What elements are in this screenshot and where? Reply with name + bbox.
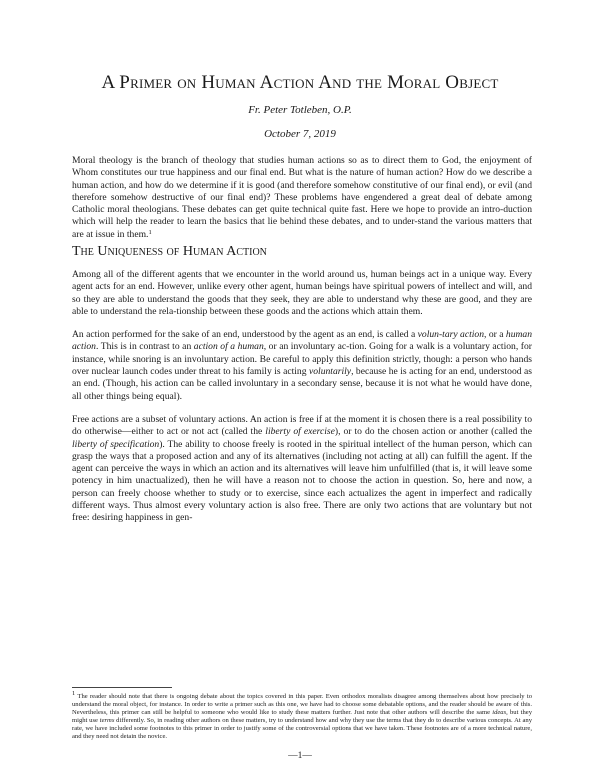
intro-text: Moral theology is the branch of theology that studies human actions so as to direct them to God, the enjoyment of Whom constitutes our true happiness and our final end. But what is the nature of human action? How do we describe a human action, and how do we determine if it is good (and therefore somehow constitutive of our final end), or evil (and therefore somehow destructive of our final end)? These problems have engendered a great deal of debate among Catholic moral theologians. These debates can get quite technical quite fast. Here we hope to provide an intro-duction which will help the reader to learn the basics that lie behind these debates, and to under-stand the various matters that are at issue in them. (72, 155, 532, 240)
emphasis-text: liberty of specification (72, 438, 160, 450)
document-title: A Primer on Human Action And the Moral Object (101, 72, 499, 93)
paragraph-text: , or a (484, 329, 506, 341)
footnote-emphasis: ideas (492, 709, 507, 717)
paragraph-text: , because he is acting for an end, understood as an end. (Though, his action can be called involuntary in a secondary sense, because it is not what he would have done, all other things being equal). (72, 366, 532, 402)
paragraph-text: ). The ability to choose freely is rooted in the spiritual intellect of the human person, which can grasp the ways that a proposed action and any of its alternatives (including not acting at all) can fulfill the agent. If the agent can perceive the ways in which an action and its alternatives will leave him unfulfilled (that is, it will leave some potency in him unactualized), then he will have a reason not to choose the action in question. So, here and now, a person can freely choose whether to study or to exercise, since each actualizes the agent in imperfect and radically different ways. Thus almost every voluntary action is also free. There are only two actions that are voluntary but not free: desiring happiness in gen- (72, 438, 532, 524)
footnote-mark: 1 (72, 690, 76, 697)
intro-block (72, 155, 532, 252)
footnote (72, 690, 532, 742)
footnote-reference[interactable]: 1 (148, 228, 152, 236)
paragraph-text: An action performed for the sake of an end, understood by the agent as an end, is called a (72, 329, 418, 341)
footnote-divider (72, 687, 172, 688)
intro-paragraph (72, 155, 532, 241)
footnote-emphasis: terms (99, 717, 115, 725)
emphasis-text: human action (72, 329, 533, 353)
paragraph-text: . This is in contrast to an (95, 341, 194, 353)
section-heading: The Uniqueness of Human Action (72, 244, 267, 259)
paragraph-uniqueness: Among all of the different agents that we encounter in the world around us, human beings act in a unique way. Every agent acts for an end. However, unlike every other agent, human beings have spiritual powers of intellect and will, and so they are able to understand the goods that they seek, they are able to understand why these are good, and they are able to understand the rela-tionship between these goods and the actions which attain them. (72, 269, 532, 317)
footnote-text: The reader should note that there is ongoing debate about the topics covered in this paper. Even orthodox moralists disagree among themselves about how precisely to understand the moral object, for instance. In order to write a primer such as this one, we have had to choose some debatable options, and the reader should be aware of this. Nevertheless, this primer can still be helpful to someone who would like to study these matters further. Just note that other authors will describe the same (72, 693, 532, 717)
paragraph-text: Free actions are a subset of voluntary actions. An action is free if at the moment it is chosen there is a real possibility to do otherwise—either to act or not act (called the (72, 413, 532, 438)
emphasis-text: liberty of exercise (265, 426, 335, 438)
footnote-text: differently. So, in reading other authors on these matters, try to understand how and why they use the terms that they do to describe various concepts. At any rate, we have included some footnotes to this primer in order to justify some of the controversial options that we have taken. These footnotes are of a more technical nature, and they need not detain the novice. (72, 717, 532, 741)
emphasis-text: voluntarily (308, 366, 352, 378)
emphasis-text: action of a human (193, 341, 264, 353)
page-number: —1— (288, 751, 312, 761)
emphasis-text: volun-tary action (417, 329, 485, 341)
paragraph-text: ), or to do the chosen action or another (called the (334, 426, 532, 438)
paragraph-free-actions (72, 414, 532, 525)
section-body (72, 269, 532, 536)
date-line: October 7, 2019 (264, 128, 336, 140)
author-line: Fr. Peter Totleben, O.P. (248, 104, 352, 116)
paragraph-voluntary-action (72, 329, 532, 403)
footnote-text: , but they might use (72, 709, 532, 725)
paragraph-text: , or an involuntary ac-tion. Going for a walk is a voluntary action, for instance, while snoring is an involuntary action. Be careful to apply this definition strictly, though: a person who hands over nuclear launch codes under threat to his family is acting (72, 341, 532, 378)
